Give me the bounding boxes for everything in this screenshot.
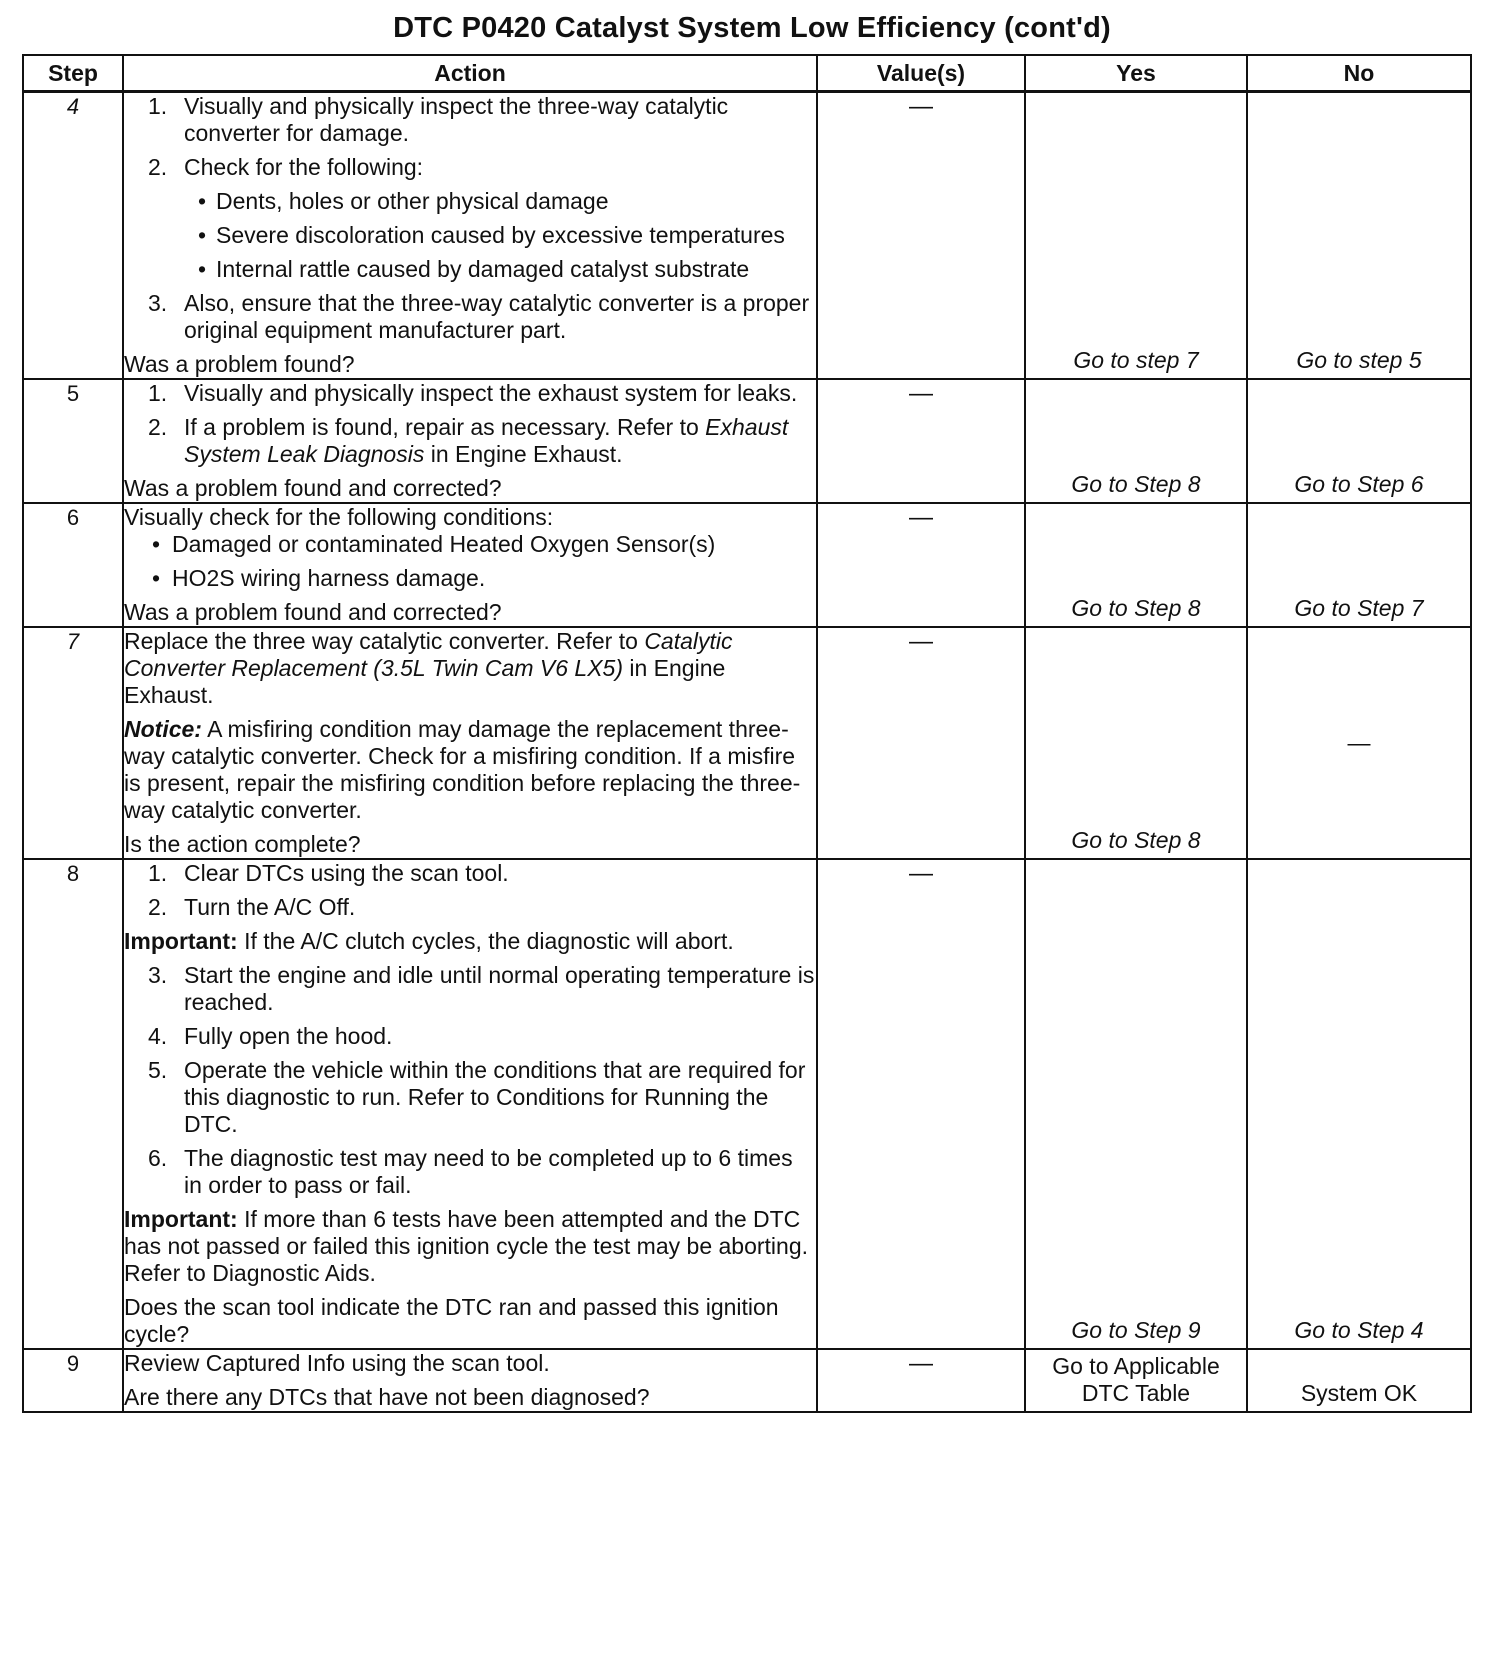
header-values: Value(s) [817, 55, 1025, 92]
numbered-item: 1. Visually and physically inspect the three-way catalytic converter for damage. [148, 93, 729, 146]
important-paragraph: Important: If more than 6 tests have been attempted and the DTC has not passed or failed this ignition cycle the test may be aborting. Refer to Diagnostic Aids. [124, 1206, 809, 1286]
no-link[interactable]: Go to Step 6 [1294, 471, 1424, 497]
numbered-item: 1. Clear DTCs using the scan tool. [148, 860, 509, 886]
table-row [23, 503, 1471, 627]
numbered-item: 3. Also, ensure that the three-way catalytic converter is a proper original equipment manufacturer part. [148, 290, 810, 343]
numbered-item: 3. Start the engine and idle until normal operating temperature is reached. [148, 962, 815, 1015]
bullet-item: • HO2S wiring harness damage. [152, 565, 486, 591]
no-value: — [1347, 729, 1371, 756]
yes-link[interactable]: Go to step 7 [1073, 347, 1199, 373]
important-label: Important: [124, 928, 238, 954]
header-yes: Yes [1025, 55, 1247, 92]
yes-cell [1025, 379, 1247, 503]
yes-link[interactable]: Go to Step 9 [1071, 1317, 1201, 1343]
yes-cell [1025, 92, 1247, 380]
step-question: Was a problem found? [124, 351, 355, 377]
bullet-item: • Dents, holes or other physical damage [198, 188, 609, 214]
step-question: Is the action complete? [124, 831, 361, 857]
yes-link[interactable]: Go to Step 8 [1071, 595, 1201, 621]
yes-cell [1025, 627, 1247, 859]
value-cell: — [817, 92, 1025, 380]
no-cell [1247, 92, 1471, 380]
step-question: Was a problem found and corrected? [124, 475, 502, 501]
step-number: 4 [23, 92, 123, 380]
action-cell [123, 92, 817, 380]
step-number: 5 [23, 379, 123, 503]
notice-label: Notice: [124, 716, 202, 742]
reference-link[interactable]: Catalytic Converter Replacement (3.5L Twin Cam V6 LX5) [124, 628, 733, 681]
numbered-item: 2. Turn the A/C Off. [148, 894, 356, 920]
no-cell [1247, 1349, 1471, 1412]
table-row [23, 379, 1471, 503]
step-number: 7 [23, 627, 123, 859]
no-cell [1247, 627, 1471, 859]
action-intro: Visually check for the following conditions: [124, 504, 554, 530]
header-step: Step [23, 55, 123, 92]
action-cell [123, 1349, 817, 1412]
value-cell: — [817, 503, 1025, 627]
yes-link[interactable]: Go to Step 8 [1071, 471, 1201, 497]
important-paragraph: Important: If the A/C clutch cycles, the diagnostic will abort. [124, 928, 734, 954]
no-link[interactable]: Go to Step 7 [1294, 595, 1424, 621]
yes-cell [1025, 859, 1247, 1349]
no-cell [1247, 379, 1471, 503]
action-cell [123, 859, 817, 1349]
no-cell [1247, 859, 1471, 1349]
numbered-item: 4. Fully open the hood. [148, 1023, 393, 1049]
action-cell [123, 627, 817, 859]
no-cell [1247, 503, 1471, 627]
bullet-item: • Severe discoloration caused by excessive temperatures [198, 222, 785, 248]
table-header-row [23, 55, 1471, 92]
reference-link[interactable]: Exhaust System Leak Diagnosis [184, 414, 789, 467]
important-label: Important: [124, 1206, 238, 1232]
bullet-item: • Internal rattle caused by damaged catalyst substrate [198, 256, 750, 282]
numbered-item: 1. Visually and physically inspect the exhaust system for leaks. [148, 380, 798, 406]
action-paragraph: Review Captured Info using the scan tool. [124, 1350, 550, 1376]
diagnostic-table [22, 54, 1472, 1413]
action-cell [123, 503, 817, 627]
table-row [23, 859, 1471, 1349]
step-number: 6 [23, 503, 123, 627]
page-title: DTC P0420 Catalyst System Low Efficiency (cont'd) [393, 12, 1111, 44]
table-row [23, 627, 1471, 859]
yes-cell [1025, 503, 1247, 627]
value-cell: — [817, 859, 1025, 1349]
header-no: No [1247, 55, 1471, 92]
no-link[interactable]: Go to Step 4 [1294, 1317, 1424, 1343]
yes-link[interactable]: Go to Step 8 [1071, 827, 1201, 853]
action-paragraph: Replace the three way catalytic converter. Refer to Catalytic Converter Replacement (3.5L Twin Cam V6 LX5) in Engine Exhaust. [124, 628, 733, 708]
no-result: System OK [1300, 1380, 1418, 1406]
step-question: Are there any DTCs that have not been diagnosed? [124, 1384, 650, 1410]
header-action: Action [123, 55, 817, 92]
numbered-item: 5. Operate the vehicle within the conditions that are required for this diagnostic to run. Refer to Conditions for Running the DTC. [148, 1057, 806, 1137]
action-cell [123, 379, 817, 503]
step-question: Was a problem found and corrected? [124, 599, 502, 625]
table-row [23, 1349, 1471, 1412]
numbered-item: 2. If a problem is found, repair as necessary. Refer to Exhaust System Leak Diagnosis in Engine Exhaust. [148, 414, 789, 467]
yes-link[interactable]: Go to Applicable DTC Table [1052, 1353, 1220, 1406]
step-number: 8 [23, 859, 123, 1349]
yes-cell [1025, 1349, 1247, 1412]
numbered-item: 6. The diagnostic test may need to be completed up to 6 times in order to pass or fail. [148, 1145, 793, 1198]
bullet-item: • Damaged or contaminated Heated Oxygen Sensor(s) [152, 531, 716, 557]
value-cell: — [817, 1349, 1025, 1412]
no-link[interactable]: Go to step 5 [1296, 347, 1422, 373]
value-cell: — [817, 379, 1025, 503]
step-question: Does the scan tool indicate the DTC ran and passed this ignition cycle? [124, 1294, 779, 1347]
step-number: 9 [23, 1349, 123, 1412]
numbered-item: 2. Check for the following: [148, 154, 424, 180]
notice-paragraph: Notice: A misfiring condition may damage the replacement three-way catalytic converter. Check for a misfiring condition. If a misfire is present, repair the misfiring condition before replacing the three-way catalytic converter. [124, 716, 801, 823]
table-row [23, 92, 1471, 380]
value-cell: — [817, 627, 1025, 859]
